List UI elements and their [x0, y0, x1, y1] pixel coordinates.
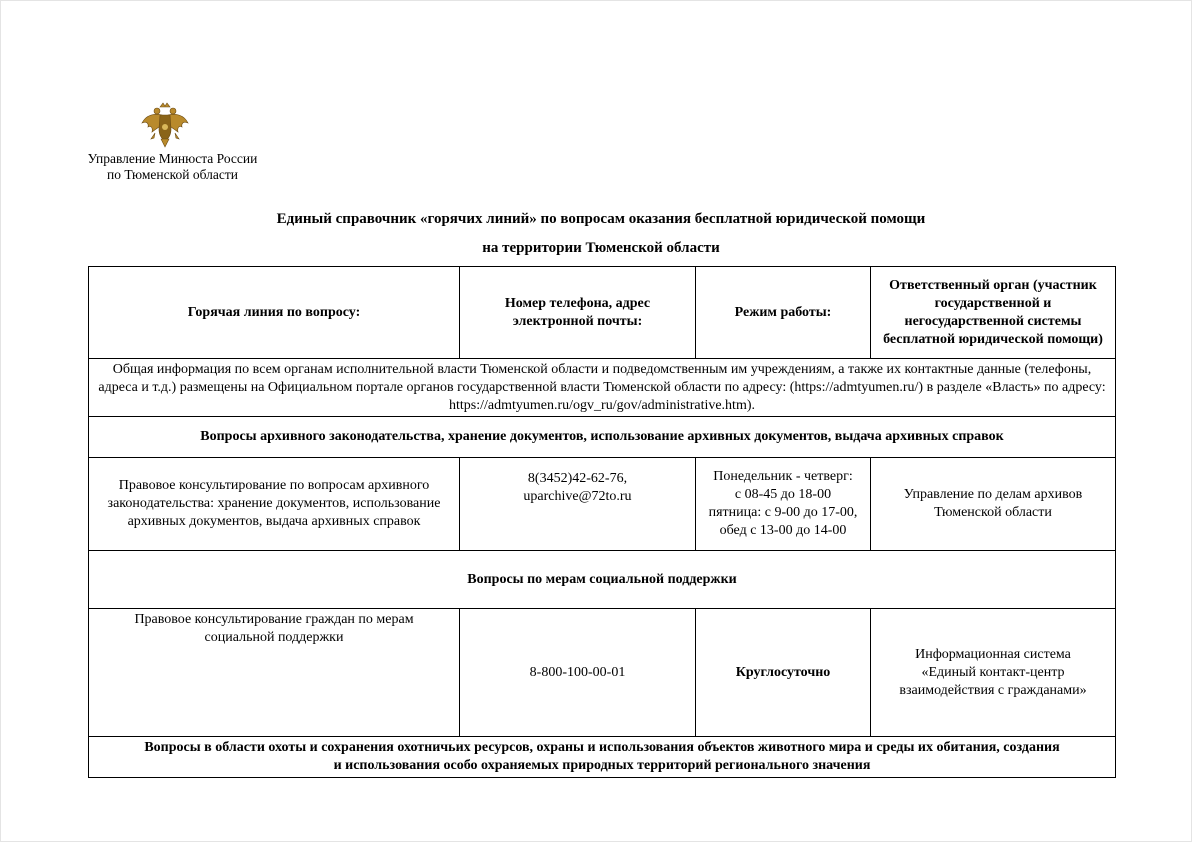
body-line-1: Информационная система [915, 646, 1071, 662]
hours-line-3: пятница: с 9-00 до 17-00, [708, 505, 858, 520]
cell-hours: Круглосуточно [696, 609, 871, 737]
column-header-responsible-body: Ответственный орган (участник государственной и негосударственной системы бесплатной юридической помощи) [871, 267, 1116, 359]
topic-line-2: социальной поддержки [204, 630, 344, 645]
cell-responsible-body [871, 458, 1116, 551]
emblem-icon [140, 101, 190, 149]
body-line-2: Тюменской области [934, 505, 1052, 520]
document-title-line-1: Единый справочник «горячих линий» по вопросам оказания бесплатной юридической помощи [276, 211, 926, 227]
hours-line-2: с 08-45 до 18-00 [734, 487, 832, 502]
section-title-line-1: Вопросы в области охоты и сохранения охотничьих ресурсов, охраны и использования объектов животного мира и среды их обитания, создания [144, 740, 1060, 755]
section-header-row [89, 551, 1116, 609]
phone-number: 8(3452)42-62-76, [527, 471, 628, 486]
cell-phone-email [460, 458, 696, 551]
section-header-row [89, 417, 1116, 458]
cell-hours [696, 458, 871, 551]
section-title-hunting [89, 737, 1116, 778]
section-title-line-2: и использования особо охраняемых природных территорий регионального значения [333, 758, 871, 773]
general-info-row [89, 359, 1116, 417]
table-row [89, 609, 1116, 737]
section-header-row [89, 737, 1116, 778]
org-name-line-1: Управление Минюста России [87, 151, 258, 166]
email-address: uparchive@72to.ru [523, 489, 632, 504]
section-title-social-support: Вопросы по мерам социальной поддержки [89, 551, 1116, 609]
column-header-phone: Номер телефона, адрес электронной почты: [460, 267, 696, 359]
org-name-line-2: по Тюменской области [107, 167, 238, 182]
topic-line-1: Правовое консультирование граждан по мерам [134, 612, 414, 627]
column-header-hours: Режим работы: [696, 267, 871, 359]
body-line-2: «Единый контакт-центр [921, 664, 1065, 680]
body-line-1: Управление по делам архивов [903, 487, 1083, 502]
cell-topic: Правовое консультирование по вопросам архивного законодательства: хранение документов, использование архивных документов, выдача архивных справок [89, 458, 460, 551]
table-header-row [89, 267, 1116, 359]
hours-line-1: Понедельник - четверг: [713, 469, 853, 484]
section-title-archives: Вопросы архивного законодательства, хранение документов, использование архивных документов, выдача архивных справок [89, 417, 1116, 458]
cell-phone-email: 8-800-100-00-01 [460, 609, 696, 737]
column-header-topic: Горячая линия по вопросу: [89, 267, 460, 359]
cell-topic [89, 609, 460, 737]
hotline-table [88, 266, 1116, 778]
table-row [89, 458, 1116, 551]
hours-line-4: обед с 13-00 до 14-00 [719, 523, 847, 538]
body-line-3: взаимодействия с гражданами» [899, 682, 1087, 698]
cell-responsible-body [871, 609, 1116, 737]
general-info-text: Общая информация по всем органам исполнительной власти Тюменской области и подведомственным им учреждениям, а также их контактные данные (телефоны, адреса и т.д.) размещены на Официальном портале органов государственной власти Тюменской области по адресу: (https://admtyumen.ru/) в разделе «Власть» по адресу: https://admtyumen.ru/ogv_ru/gov/administrative.htm). [89, 359, 1116, 417]
org-name [80, 151, 265, 183]
document-title-line-2: на территории Тюменской области [482, 240, 720, 256]
